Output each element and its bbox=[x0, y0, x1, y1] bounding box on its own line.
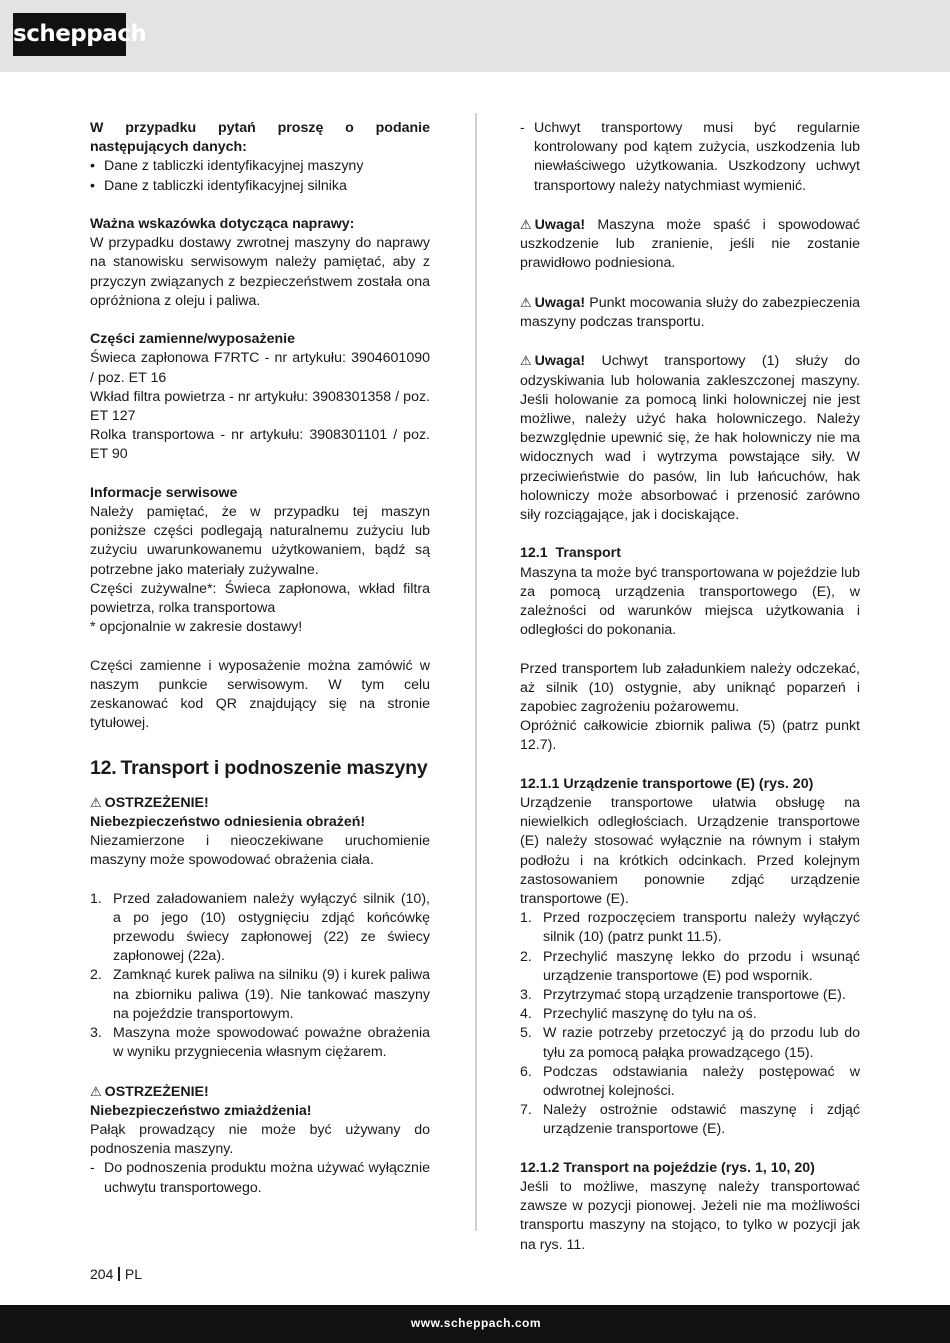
warning-heading: ⚠ OSTRZEŻENIE! bbox=[90, 1083, 209, 1100]
list-item: 2. Zamknąć kurek paliwa na silniku (9) i kurek paliwa na zbiorniku paliwa (19). Nie tankować maszyny na pojeździe transportowym. bbox=[90, 967, 430, 1022]
list-item: 2. Przechylić maszynę lekko do przodu i wsunąć urządzenie transportowe (E) pod wspornik. bbox=[520, 948, 860, 984]
device-heading: 12.1.1 Urządzenie transportowe (E) (rys. 20) bbox=[520, 775, 814, 792]
warning-text: Pałąk prowadzący nie może być używany do podnoszenia maszyny. bbox=[90, 1122, 430, 1158]
warning-icon: ⚠ bbox=[90, 1083, 102, 1099]
transport-text: Maszyna ta może być transportowana w pojeździe lub za pomocą urządzenia transportowego (E), w zależności od warunków miejsca użytkowania i odległości do pokonania. bbox=[520, 564, 860, 639]
list-item: 3. Maszyna może spowodować poważne obrażenia w wyniku przygniecenia własnym ciężarem. bbox=[90, 1025, 430, 1061]
attention-note: ⚠ Uwaga! Punkt mocowania służy do zabezpieczenia maszyny podczas transportu. bbox=[520, 294, 860, 330]
list-item: • Dane z tabliczki identyfikacyjnej maszyny bbox=[90, 158, 364, 175]
service-heading: Informacje serwisowe bbox=[90, 484, 238, 501]
device-text: Urządzenie transportowe ułatwia obsługę na niewielkich odległościach. Urządzenie transportowe (E) należy stosować wyłącznie na równym i stałym podłożu i na krótkich odcinkach. Przed kolejnym zastosowaniem ponownie zdjąć urządzenie transportowe (E). bbox=[520, 795, 860, 908]
page-footer bbox=[0, 1305, 950, 1343]
parts-heading: Części zamienne/wyposażenie bbox=[90, 331, 296, 348]
list-item: 3. Przytrzymać stopą urządzenie transportowe (E). bbox=[520, 987, 846, 1004]
order-text: Części zamienne i wyposażenie można zamówić w naszym punkcie serwisowym. W tym celu zeskanować kod QR znajdujący się na stronie tytułowej. bbox=[90, 657, 430, 732]
transport-text: Opróżnić całkowicie zbiornik paliwa (5) (patrz punkt 12.7). bbox=[520, 718, 860, 754]
warning-text: Niezamierzone i nieoczekiwane uruchomienie maszyny może spowodować obrażenia ciała. bbox=[90, 833, 430, 869]
list-item: - Do podnoszenia produktu można używać wyłącznie uchwytu transportowego. bbox=[90, 1160, 430, 1196]
parts-line: Wkład filtra powietrza - nr artykułu: 3908301358 / poz. ET 127 bbox=[90, 388, 430, 425]
list-item: 1. Przed rozpoczęciem transportu należy wyłączyć silnik (10) (patrz punkt 11.5). bbox=[520, 910, 860, 946]
warning-heading: ⚠ OSTRZEŻENIE! bbox=[90, 794, 209, 811]
list-item: 4. Przechylić maszynę do tyłu na oś. bbox=[520, 1006, 757, 1023]
warning-icon: ⚠ bbox=[520, 217, 532, 232]
page-number: 204 PL bbox=[90, 1266, 142, 1282]
scheppach-logo: scheppach bbox=[13, 13, 126, 56]
vehicle-text: Jeśli to możliwe, maszynę należy transportować zawsze w pozycji pionowej. Jeżeli nie ma możliwości transportu maszyny na stojąco, to tylko w pozycji jak na rys. 11. bbox=[520, 1179, 860, 1253]
warning-icon: ⚠ bbox=[520, 294, 532, 310]
list-item: 1. Przed załadowaniem należy wyłączyć silnik (10), a po jego (10) ostygnięciu zdjąć końcówkę przewodu świecy zapłonowej (22) ze świecy zapłonowej (22a). bbox=[90, 890, 430, 965]
list-item: 7. Należy ostrożnie odstawić maszynę i zdjąć urządzenie transportowe (E). bbox=[520, 1102, 860, 1138]
transport-text: Przed transportem lub załadunkiem należy odczekać, aż silnik (10) ostygnie, aby uniknąć poparzeń i zapobiec zagrożeniu pożarowemu. bbox=[520, 660, 860, 716]
questions-heading: W przypadku pytań proszę o podanie następujących danych: bbox=[90, 120, 430, 156]
repair-heading: Ważna wskazówka dotycząca naprawy: bbox=[90, 216, 355, 232]
column-divider bbox=[475, 113, 477, 1231]
list-item: 6. Podczas odstawiania należy postępować w odwrotnej kolejności. bbox=[520, 1063, 860, 1100]
list-item: - Uchwyt transportowy musi być regularnie kontrolowany pod kątem zużycia, uszkodzenia lub niewłaściwego użytkowania. Uszkodzony uchwyt transportowy należy natychmiast wymienić. bbox=[520, 120, 860, 194]
transport-heading: 12.1 Transport bbox=[520, 545, 621, 562]
service-text: Należy pamiętać, że w przypadku tej maszyn poniższe części podlegają naturalnemu zużyciu lub zużyciu uwarunkowanemu użytkowaniem, bądź są potrzebne jako materiały zużywalne. bbox=[90, 504, 430, 578]
wear-parts-text: Części zużywalne*: Świeca zapłonowa, wkład filtra powietrza, rolka transportowa bbox=[90, 580, 430, 617]
attention-note: ⚠ Uwaga! Maszyna może spaść i spowodować uszkodzenie lub zranienie, jeśli nie zostanie prawidłowo podniesiona. bbox=[520, 217, 861, 272]
warning-subtitle: Niebezpieczeństwo odniesienia obrażeń! bbox=[90, 813, 366, 830]
parts-line: Świeca zapłonowa F7RTC - nr artykułu: 3904601090 / poz. ET 16 bbox=[90, 350, 430, 386]
list-item: 5. W razie potrzeby przetoczyć ją do przodu lub do tyłu za pomocą pałąka prowadzącego (15). bbox=[520, 1025, 860, 1061]
page-header bbox=[0, 0, 950, 72]
optional-note: * opcjonalnie w zakresie dostawy! bbox=[90, 619, 303, 636]
list-item: • Dane z tabliczki identyfikacyjnej silnika bbox=[90, 177, 347, 194]
repair-text: W przypadku dostawy zwrotnej maszyny do naprawy na stanowisku serwisowym należy pamiętać, aby z przyczyn związanych z bezpieczeństwem została ona opróżniona z oleju i paliwa. bbox=[90, 235, 430, 309]
section-title: 12. Transport i podnoszenie maszyny bbox=[90, 756, 428, 779]
warning-subtitle: Niebezpieczeństwo zmiażdżenia! bbox=[90, 1102, 312, 1119]
parts-line: Rolka transportowa - nr artykułu: 3908301101 / poz. ET 90 bbox=[90, 427, 430, 463]
website-link[interactable]: www.scheppach.com bbox=[410, 1316, 541, 1330]
vehicle-heading: 12.1.2 Transport na pojeździe (rys. 1, 10, 20) bbox=[520, 1159, 815, 1176]
warning-icon: ⚠ bbox=[520, 353, 532, 369]
right-column bbox=[520, 119, 860, 1255]
warning-icon: ⚠ bbox=[90, 794, 102, 810]
left-column bbox=[90, 119, 430, 1198]
attention-note: ⚠ Uwaga! Uchwyt transportowy (1) służy do odzyskiwania lub holowania zakleszczonej maszyny. Jeśli holowanie za pomocą linki holowniczej nie jest możliwe, należy użyć haka holowniczego. Należy bezwzględnie upewnić się, że hak holowniczy nie ma widocznych wad i wytrzyma powstające siły. W przeciwieństwie do pasów, lin lub łańcuchów, hak holowniczy może absorbować i przenosić zarówno siły rozciągające, jak i dociskające. bbox=[520, 353, 860, 524]
